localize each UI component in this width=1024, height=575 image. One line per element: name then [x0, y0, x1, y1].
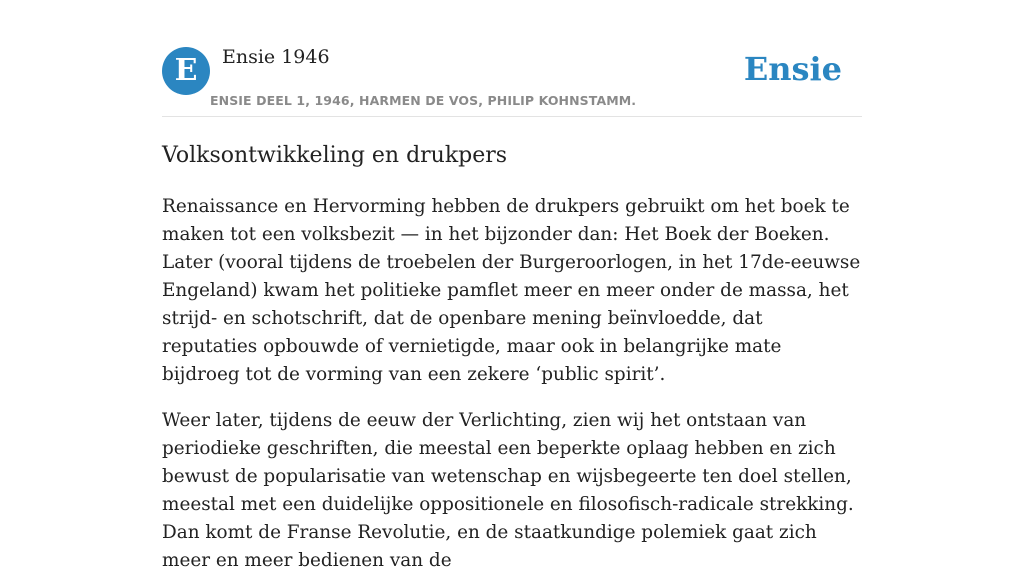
page	[162, 0, 862, 575]
article-title: Volksontwikkeling en drukpers	[162, 143, 508, 168]
ensie-logo-icon[interactable]: E	[162, 47, 210, 95]
article-paragraph: Renaissance en Hervorming hebben de drukpers gebruikt om het boek te maken tot een volksbezit — in het bijzonder dan: Het Boek der Boeken. Later (vooral tijdens de troebelen der Burgeroorlogen, in het 17de-eeuwse Engeland) kwam het politieke pamflet meer en meer onder de massa, het strijd- en schotschrift, dat de openbare mening beïnvloedde, dat reputaties opbouwde of vernietigde, maar ook in belangrijke mate bijdroeg tot de vorming van een zekere ‘public spirit’.	[162, 196, 861, 385]
article-paragraph: Weer later, tijdens de eeuw der Verlichting, zien wij het ontstaan van periodieke geschriften, die meestal een beperkte oplaag hebben en zich bewust de popularisatie van wetenschap en wijsbegeerte ten doel stellen, meestal met een duidelijke oppositionele en filosofisch-radicale strekking. Dan komt de Franse Revolutie, en de staatkundige polemiek gaat zich meer en meer bedienen van de	[162, 410, 854, 571]
book-title-link[interactable]: Ensie 1946	[222, 46, 330, 68]
brand-logo-link[interactable]: Ensie	[743, 50, 842, 88]
header	[162, 0, 862, 117]
book-meta: ENSIE DEEL 1, 1946, HARMEN DE VOS, PHILIP KOHNSTAMM.	[210, 93, 637, 108]
